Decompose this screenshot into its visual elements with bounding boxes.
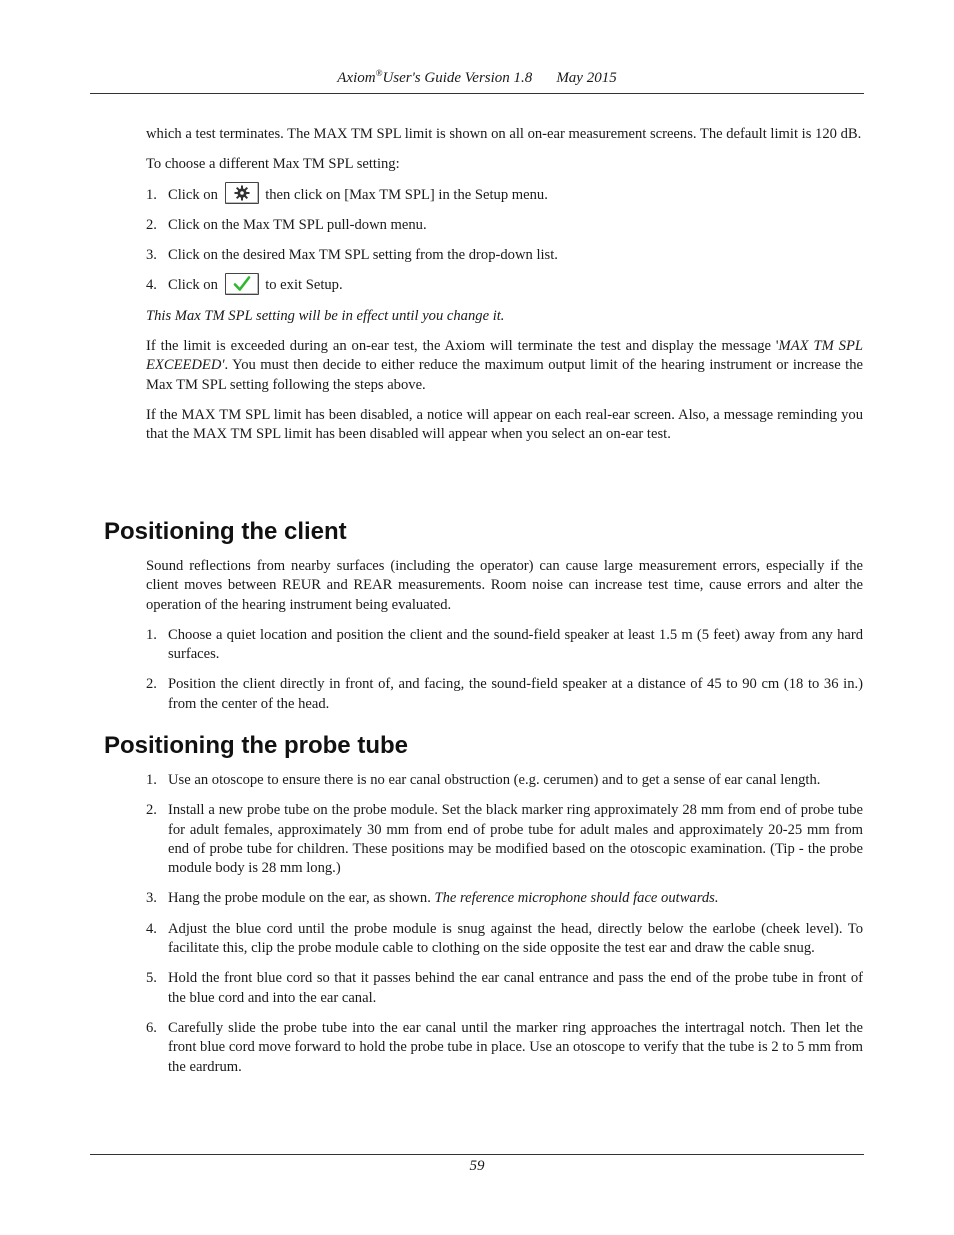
page-number: 59 <box>469 1158 485 1174</box>
probe-section <box>146 771 863 1088</box>
page-header <box>90 68 864 87</box>
registered-mark: ® <box>375 68 383 78</box>
list-item: 3. Hang the probe module on the ear, as shown. The reference microphone should face outwards. <box>146 890 719 907</box>
client-section <box>146 557 863 725</box>
list-item: 6. Carefully slide the probe tube into the ear canal until the marker ring approaches the intertragal notch. Then let the front blue cord move forward to hold the probe tube in place. Use an otoscope to verify that the tube is 2 to 5 mm from the eardrum. <box>146 1019 863 1075</box>
section-title-client: Positioning the client <box>104 518 347 545</box>
guide-version: User's Guide Version 1.8 <box>382 70 533 86</box>
list-item: 4. Click on to exit Setup. <box>146 276 863 295</box>
footer-rule <box>90 1154 864 1155</box>
gear-icon[interactable] <box>225 182 259 204</box>
paragraph: which a test terminates. The MAX TM SPL limit is shown on all on-ear measurement screens. The default limit is 120 dB. <box>146 126 862 142</box>
paragraph: To choose a different Max TM SPL setting: <box>146 156 400 173</box>
setup-steps <box>146 186 863 296</box>
intro-section <box>146 125 863 456</box>
header-rule <box>90 93 864 94</box>
note: This Max TM SPL setting will be in effect until you change it. <box>146 307 505 324</box>
list-item: 1. Click on then click on [Max TM SPL] in the Setup menu. <box>146 186 863 205</box>
list-item: 2. Install a new probe tube on the probe module. Set the black marker ring approximately 28 mm from end of probe tube for adult females, approximately 30 mm from end of probe tube for adult males and approximately 20-25 mm from end of probe tube for children. These positions may be modified based on the otoscopic examination. (Tip - the probe module body is 28 mm long.) <box>146 802 863 877</box>
list-item: 2. Position the client directly in front of, and facing, the sound-field speaker at a distance of 45 to 90 cm (18 to 36 in.) from the center of the head. <box>146 676 863 712</box>
header-date: May 2015 <box>556 70 617 86</box>
list-item: 4. Adjust the blue cord until the probe module is snug against the head, directly below the earlobe (cheek level). To facilitate this, clip the probe module cable to clothing on the side opposite the test ear and draw the cable snug. <box>146 920 863 957</box>
paragraph: If the limit is exceeded during an on-ear test, the Axiom will terminate the test and display the message 'MAX TM SPL EXCEEDED'. You must then decide to either reduce the maximum output limit of the hearing instrument or increase the Max TM SPL setting following the steps above. <box>146 338 863 393</box>
list-item: 3. Click on the desired Max TM SPL setting from the drop-down list. <box>146 247 558 264</box>
list-item: 1. Choose a quiet location and position the client and the sound-field speaker at least 1.5 m (5 feet) away from any hard surfaces. <box>146 626 863 663</box>
list-item: 2. Click on the Max TM SPL pull-down menu. <box>146 216 427 233</box>
paragraph: Sound reflections from nearby surfaces (including the operator) can cause large measurement errors, especially if the client moves between REUR and REAR measurements. Room noise can increase test time, cause errors and alter the operation of the hearing instrument being evaluated. <box>146 558 863 613</box>
client-steps <box>146 626 863 714</box>
list-item: 5. Hold the front blue cord so that it passes behind the ear canal entrance and pass the end of the probe tube in front of the blue cord and into the ear canal. <box>146 970 863 1006</box>
paragraph: If the MAX TM SPL limit has been disabled, a notice will appear on each real-ear screen. Also, a message reminding you that the MAX TM SPL limit has been disabled will appear when you select an on-ear test. <box>146 406 863 443</box>
checkmark-icon[interactable] <box>225 273 259 295</box>
section-title-probe: Positioning the probe tube <box>104 732 408 759</box>
list-item: 1. Use an otoscope to ensure there is no ear canal obstruction (e.g. cerumen) and to get a sense of ear canal length. <box>146 772 821 788</box>
product-name: Axiom <box>337 70 376 86</box>
probe-steps <box>146 771 863 1077</box>
